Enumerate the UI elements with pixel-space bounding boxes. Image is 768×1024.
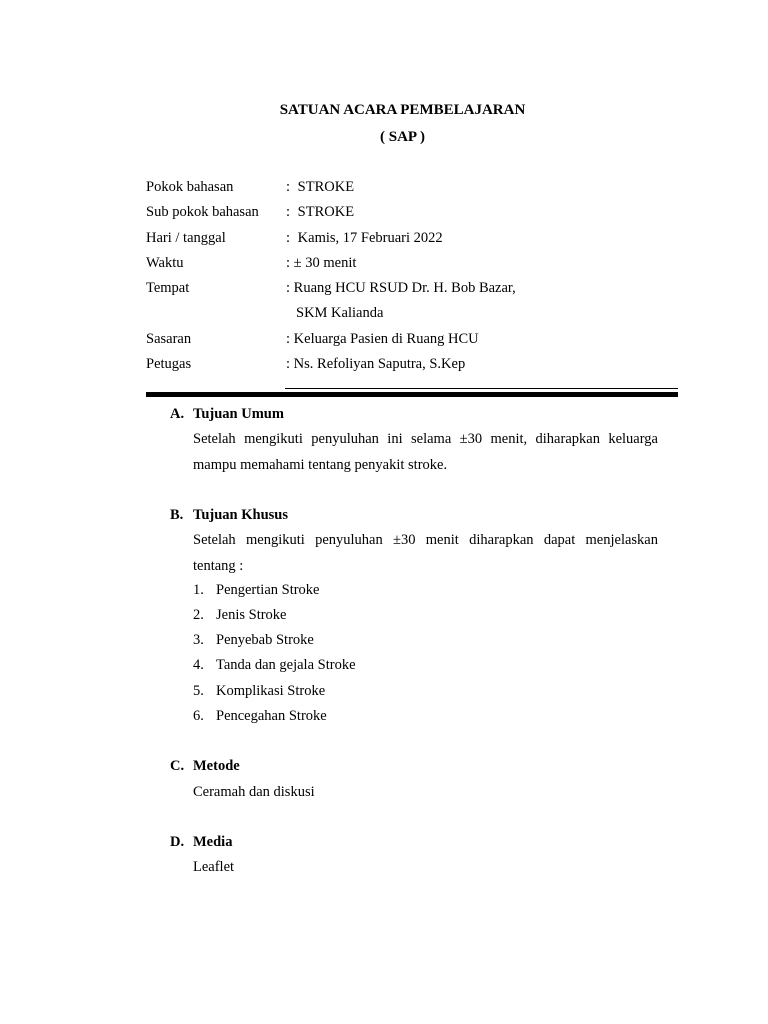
info-value-text: STROKE bbox=[297, 204, 355, 220]
list-number: 3. bbox=[193, 632, 204, 648]
info-value-text: Ruang HCU RSUD Dr. H. Bob Bazar, bbox=[293, 280, 516, 296]
info-value bbox=[286, 202, 354, 222]
info-separator: : bbox=[286, 204, 291, 220]
list-text: Tanda dan gejala Stroke bbox=[216, 657, 356, 673]
info-label: Sasaran bbox=[146, 331, 192, 347]
section-letter: A. bbox=[170, 406, 185, 422]
info-value bbox=[286, 177, 354, 197]
list-item bbox=[193, 630, 314, 650]
section-heading-text: Tujuan Umum bbox=[193, 406, 284, 422]
section-letter: D. bbox=[170, 834, 185, 850]
info-label: Tempat bbox=[146, 280, 190, 296]
paragraph-line: Setelah mengikuti penyuluhan ini selama ±30 menit, diharapkan keluarga bbox=[193, 431, 658, 447]
info-separator: : bbox=[286, 331, 291, 347]
info-separator: : bbox=[286, 280, 291, 296]
info-value-text: Ns. Refoliyan Saputra, S.Kep bbox=[293, 356, 466, 372]
info-value bbox=[286, 253, 356, 273]
list-text: Komplikasi Stroke bbox=[216, 683, 326, 699]
section-letter: B. bbox=[170, 507, 184, 523]
info-separator: : bbox=[286, 179, 291, 195]
list-text: Pencegahan Stroke bbox=[216, 708, 327, 724]
info-label: Waktu bbox=[146, 255, 184, 271]
info-value bbox=[286, 228, 443, 248]
info-label: Pokok bahasan bbox=[146, 179, 234, 195]
info-label: Petugas bbox=[146, 356, 192, 372]
paragraph-line: Setelah mengikuti penyuluhan ±30 menit diharapkan dapat menjelaskan bbox=[193, 532, 658, 548]
list-number: 5. bbox=[193, 683, 204, 699]
info-value bbox=[286, 278, 516, 298]
info-value-text: Keluarga Pasien di Ruang HCU bbox=[293, 331, 479, 347]
list-item bbox=[193, 605, 286, 625]
section-letter: C. bbox=[170, 758, 185, 774]
paragraph-line: Ceramah dan diskusi bbox=[193, 784, 315, 800]
list-item bbox=[193, 681, 325, 701]
info-value-text: SKM Kalianda bbox=[296, 305, 384, 321]
list-text: Penyebab Stroke bbox=[216, 632, 314, 648]
info-separator: : bbox=[286, 255, 291, 271]
list-text: Jenis Stroke bbox=[216, 607, 287, 623]
info-label: Sub pokok bahasan bbox=[146, 204, 259, 220]
section-heading-text: Media bbox=[193, 834, 233, 850]
list-number: 1. bbox=[193, 582, 204, 598]
divider-thick bbox=[146, 392, 678, 397]
paragraph-line: tentang : bbox=[193, 558, 244, 574]
document-title: SATUAN ACARA PEMBELAJARAN bbox=[279, 102, 526, 118]
info-value bbox=[286, 354, 465, 374]
list-number: 4. bbox=[193, 657, 204, 673]
list-number: 6. bbox=[193, 708, 204, 724]
info-value bbox=[286, 329, 479, 349]
section-heading-text: Tujuan Khusus bbox=[193, 507, 288, 523]
info-value-text: Kamis, 17 Februari 2022 bbox=[297, 230, 443, 246]
list-number: 2. bbox=[193, 607, 204, 623]
info-value-text: ± 30 menit bbox=[293, 255, 357, 271]
list-item bbox=[193, 655, 356, 675]
list-item bbox=[193, 580, 320, 600]
info-label: Hari / tanggal bbox=[146, 230, 226, 246]
section-heading-text: Metode bbox=[193, 758, 240, 774]
document-subtitle: ( SAP ) bbox=[380, 129, 425, 145]
paragraph-line: Leaflet bbox=[193, 859, 235, 875]
list-text: Pengertian Stroke bbox=[216, 582, 320, 598]
info-separator: : bbox=[286, 356, 291, 372]
info-separator: : bbox=[286, 230, 291, 246]
section-heading-tujuan-khusus bbox=[170, 505, 288, 525]
section-heading-metode bbox=[170, 756, 240, 776]
section-heading-media bbox=[170, 832, 232, 852]
list-item bbox=[193, 706, 327, 726]
section-heading-tujuan-umum bbox=[170, 404, 284, 424]
info-value-text: STROKE bbox=[297, 179, 355, 195]
paragraph-line: mampu memahami tentang penyakit stroke. bbox=[193, 457, 448, 473]
divider-thin bbox=[285, 388, 678, 389]
